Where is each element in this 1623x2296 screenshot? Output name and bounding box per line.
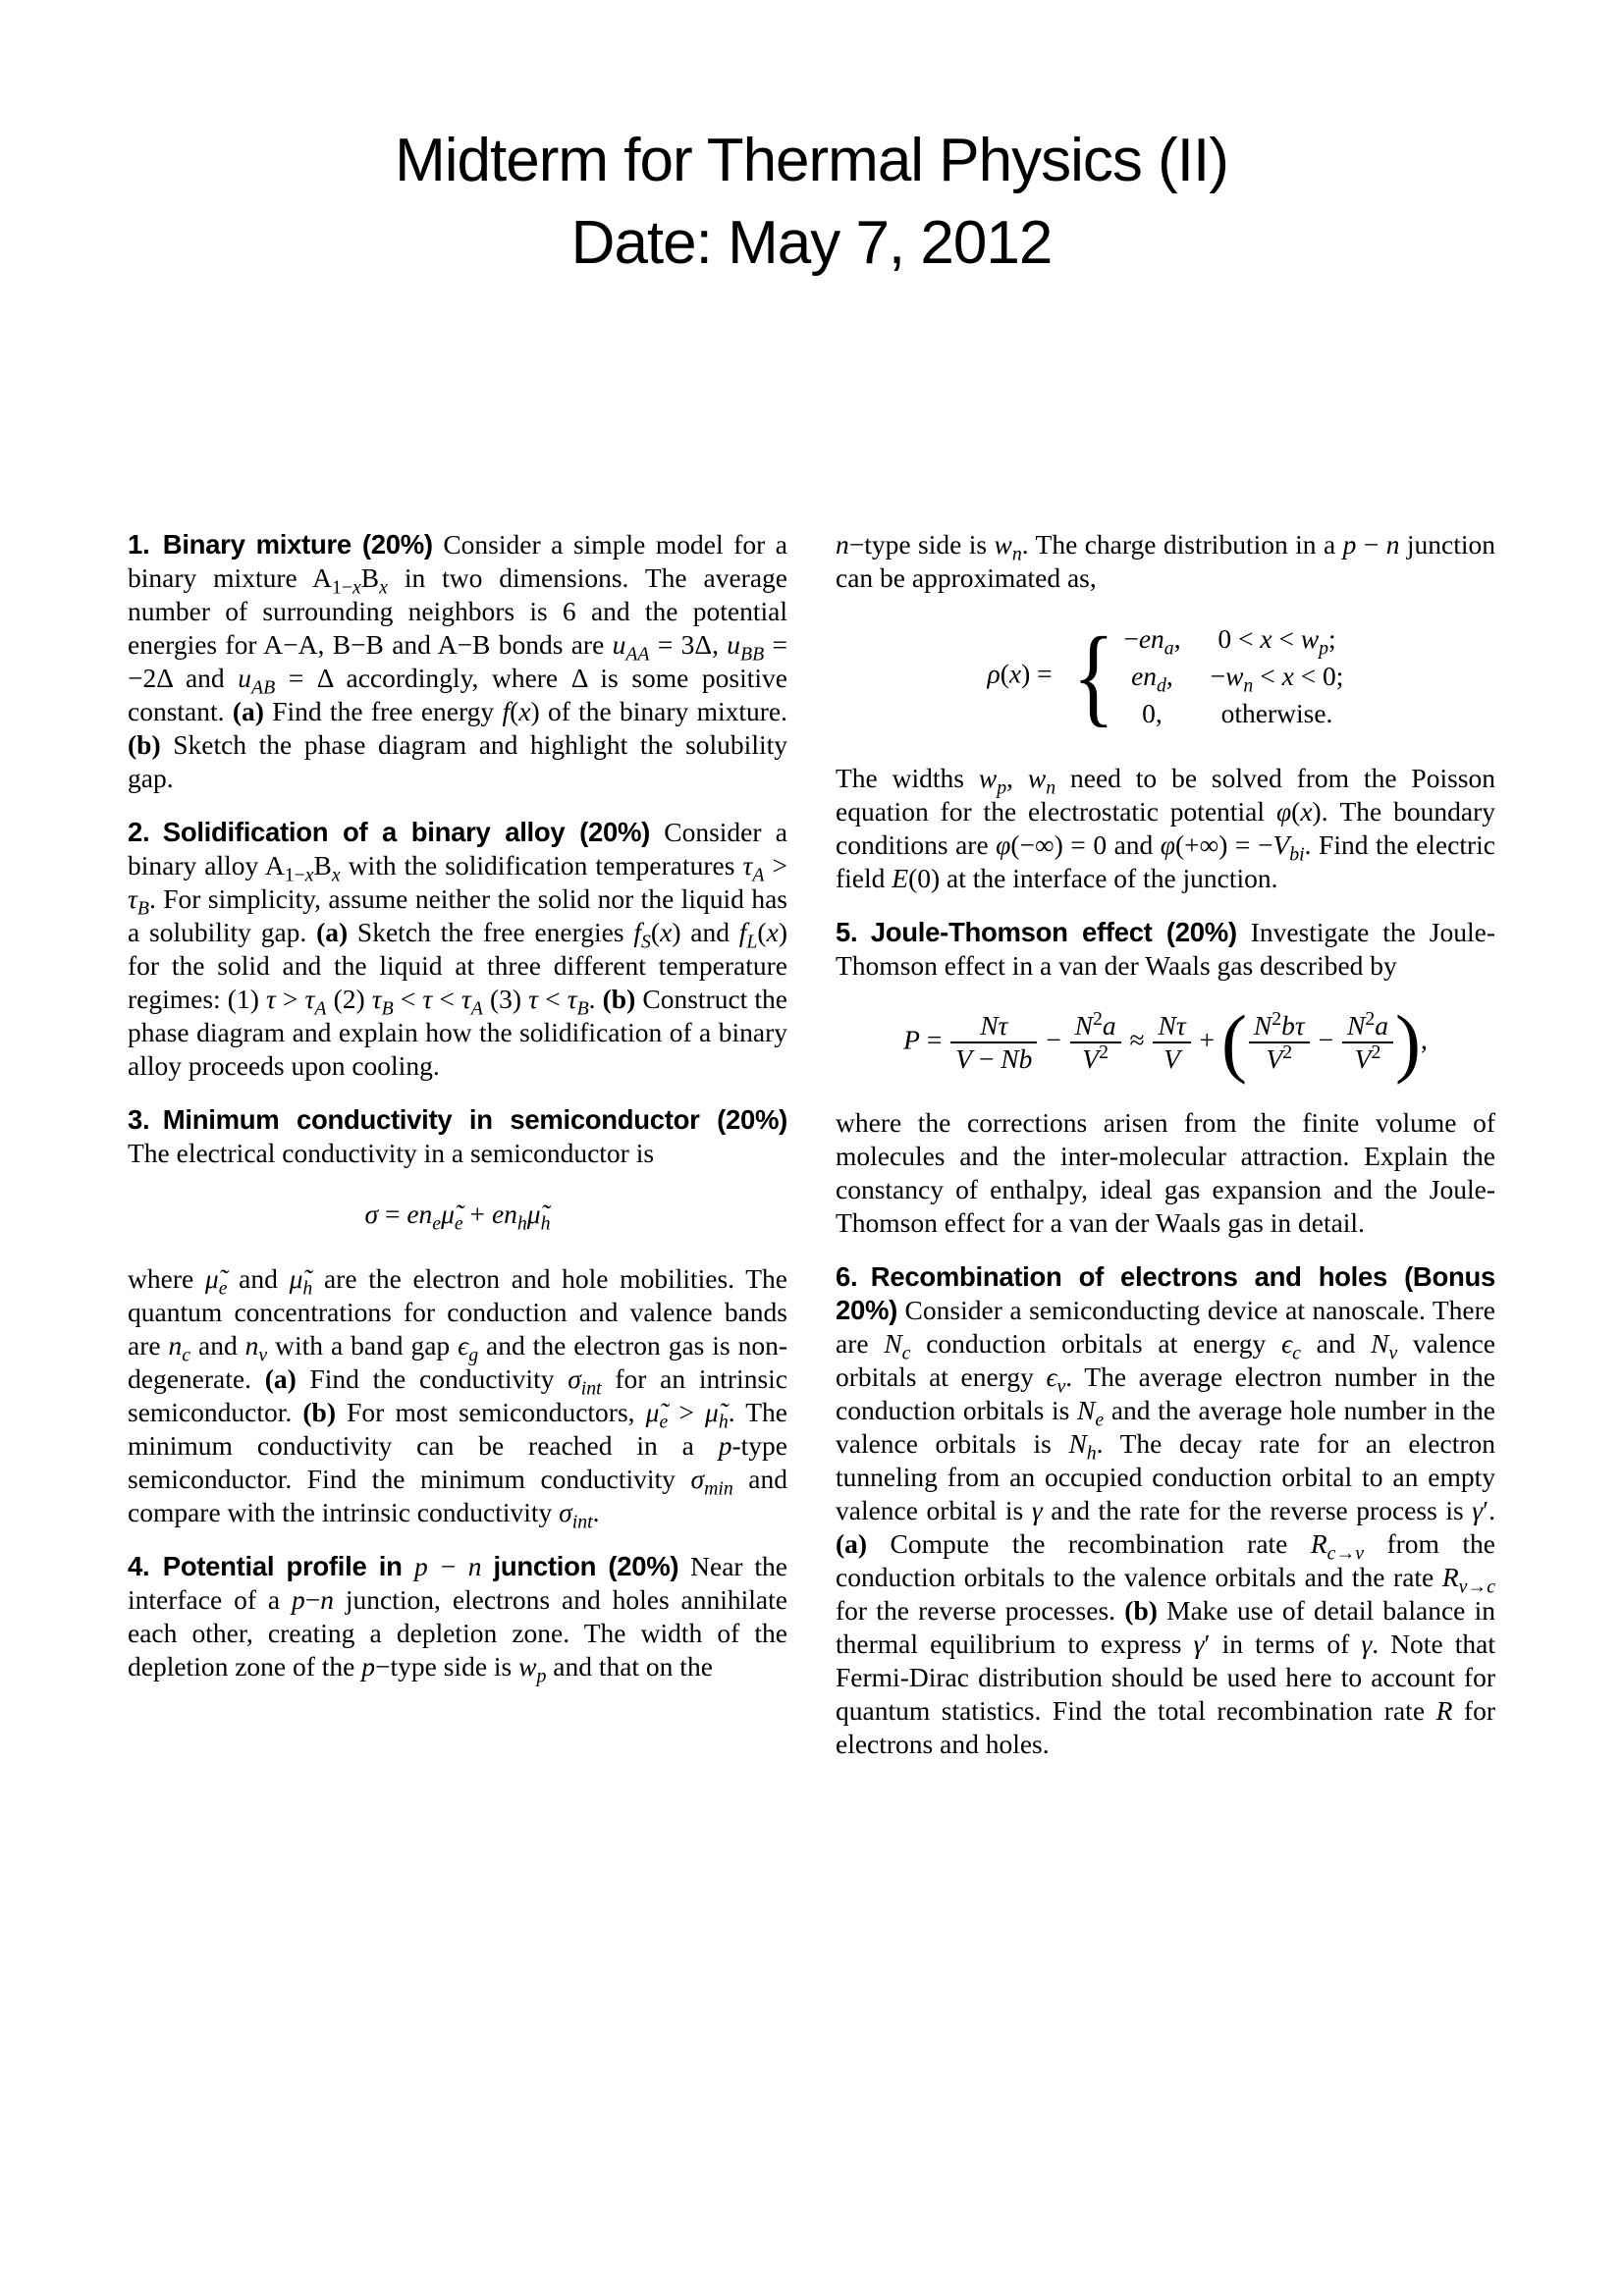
- title-block: [0, 120, 1623, 285]
- problem-5-body: where the corrections arisen from the finite volume of molecules and the inter-molecular attraction. Explain the constancy of enthalpy, ideal gas expansion and the Joule-Thomson effect for a van der Waals gas in detail.: [836, 1107, 1495, 1238]
- page-title: Midterm for Thermal Physics (II): [395, 127, 1228, 194]
- problem-4-continued: n−type side is $w_n$. The charge distribution in a p − n junction can be approximated as,: [836, 529, 1495, 593]
- problem-2: 2. Solidification of a binary alloy (20%) Consider a binary alloy $A_{1-x}B_x$ with the solidification temperatures $\tau_A > \tau_B$. For simplicity, assume neither the solid nor the liquid has a solubility gap. (a) Sketch the free energies $f_S(x)$ and $f_L(x)$ for the solid and the liquid at three different temperature regimes: (1) $\tau > \tau_A$ (2) $\tau_B < \tau < \tau_A$ (3) $\tau < \tau_B$. (b) Construct the phase diagram and explain how the solidification of a binary alloy proceeds upon cooling.: [128, 817, 787, 1081]
- equation-conductivity: $\sigma = en_e\mũ_e$ + $en_h\mũ_h$: [364, 1199, 551, 1235]
- problem-1: 1. Binary mixture (20%) Consider a simple model for a binary mixture $A_{1-x}B_x$ in two dimensions. The average number of surrounding neighbors is 6 and the potential energies for A−A, B−B and A−B bonds are $u_{AA} = 3\Delta$, $u_{BB} = -2\Delta$ and $u_{AB} = \Delta$ accordingly, where Δ is some positive constant. (a) Find the free energy f(x) of the binary mixture. (b) Sketch the phase diagram and highlight the solubility gap.: [128, 529, 788, 793]
- problem-5-intro: 5. Joule-Thomson effect (20%) Investigate the Joule-Thomson effect in a van der Waals gas described by: [836, 917, 1496, 981]
- page-date: Date: May 7, 2012: [570, 209, 1053, 277]
- column-left: [128, 528, 787, 1704]
- problem-3-body: where $\mũ_e$ and $\mũ_h$ are the electron and hole mobilities. The quantum concentrations for conduction and valence bands are $n_c$ and $n_v$ with a band gap $\epsilon_g$ and the electron gas is non-degenerate. (a) Find the conductivity $\sigma_{int}$ for an intrinsic semiconductor. (b) For most semiconductors, $\mũ_e$ > $\mũ_h$. The minimum conductivity can be reached in a p-type semiconductor. Find the minimum conductivity $\sigma_{min}$ and compare with the intrinsic conductivity $\sigma_{int}$.: [128, 1263, 787, 1533]
- problem-3-intro: 3. Minimum conductivity in semiconductor (20%) The electrical conductivity in a semiconductor is: [128, 1104, 787, 1168]
- equation-charge-distribution: ρ(x) = { $-en_a$, $0 < x < w_p$; $en_d$, $-w_n < x < 0$; 0, otherwise.: [987, 614, 1344, 737]
- problem-4-intro: 4. Potential profile in p − n junction (20%) Near the interface of a p−n junction, electrons and holes annihilate each other, creating a depletion zone. The width of the depletion zone of the p−type side is $w_p$ and that on the: [128, 1551, 788, 1687]
- problem-6: 6. Recombination of electrons and holes (Bonus 20%) Consider a semiconducting device at nanoscale. There are $N_c$ conduction orbitals at energy $\epsilon_c$ and $N_v$ valence orbitals at energy $\epsilon_v$. The average electron number in the conduction orbitals is $N_e$ and the average hole number in the valence orbitals is $N_h$. The decay rate for an electron tunneling from an occupied conduction orbital to an empty valence orbital is γ and the rate for the reverse process is γ′. (a) Compute the recombination rate $R_{c\to v}$ from the conduction orbitals to the valence orbitals and the rate $R_{v\to c}$ for the reverse processes. (b) Make use of detail balance in thermal equilibrium to express γ′ in terms of γ. Note that Fermi-Dirac distribution should be used here to account for quantum statistics. Find the total recombination rate R for electrons and holes.: [836, 1261, 1496, 1759]
- column-right: [836, 528, 1495, 1782]
- equation-van-der-waals: P = $\frac{N\tau}{V - Nb}$ − $\frac{N^2a}{V^2}$ ≈ $\frac{N\tau}{V}$ + ( $\frac{N^2b\tau}{V^2}$ − $\frac{N^2a}{V^2}$ ),: [903, 999, 1428, 1085]
- problem-4-body: The widths $w_p$, $w_n$ need to be solved from the Poisson equation for the electrostatic potential φ(x). The boundary conditions are φ(−∞) = 0 and $\varphi(+\infty) = -V_{bi}$. Find the electric field E(0) at the interface of the junction.: [836, 763, 1496, 893]
